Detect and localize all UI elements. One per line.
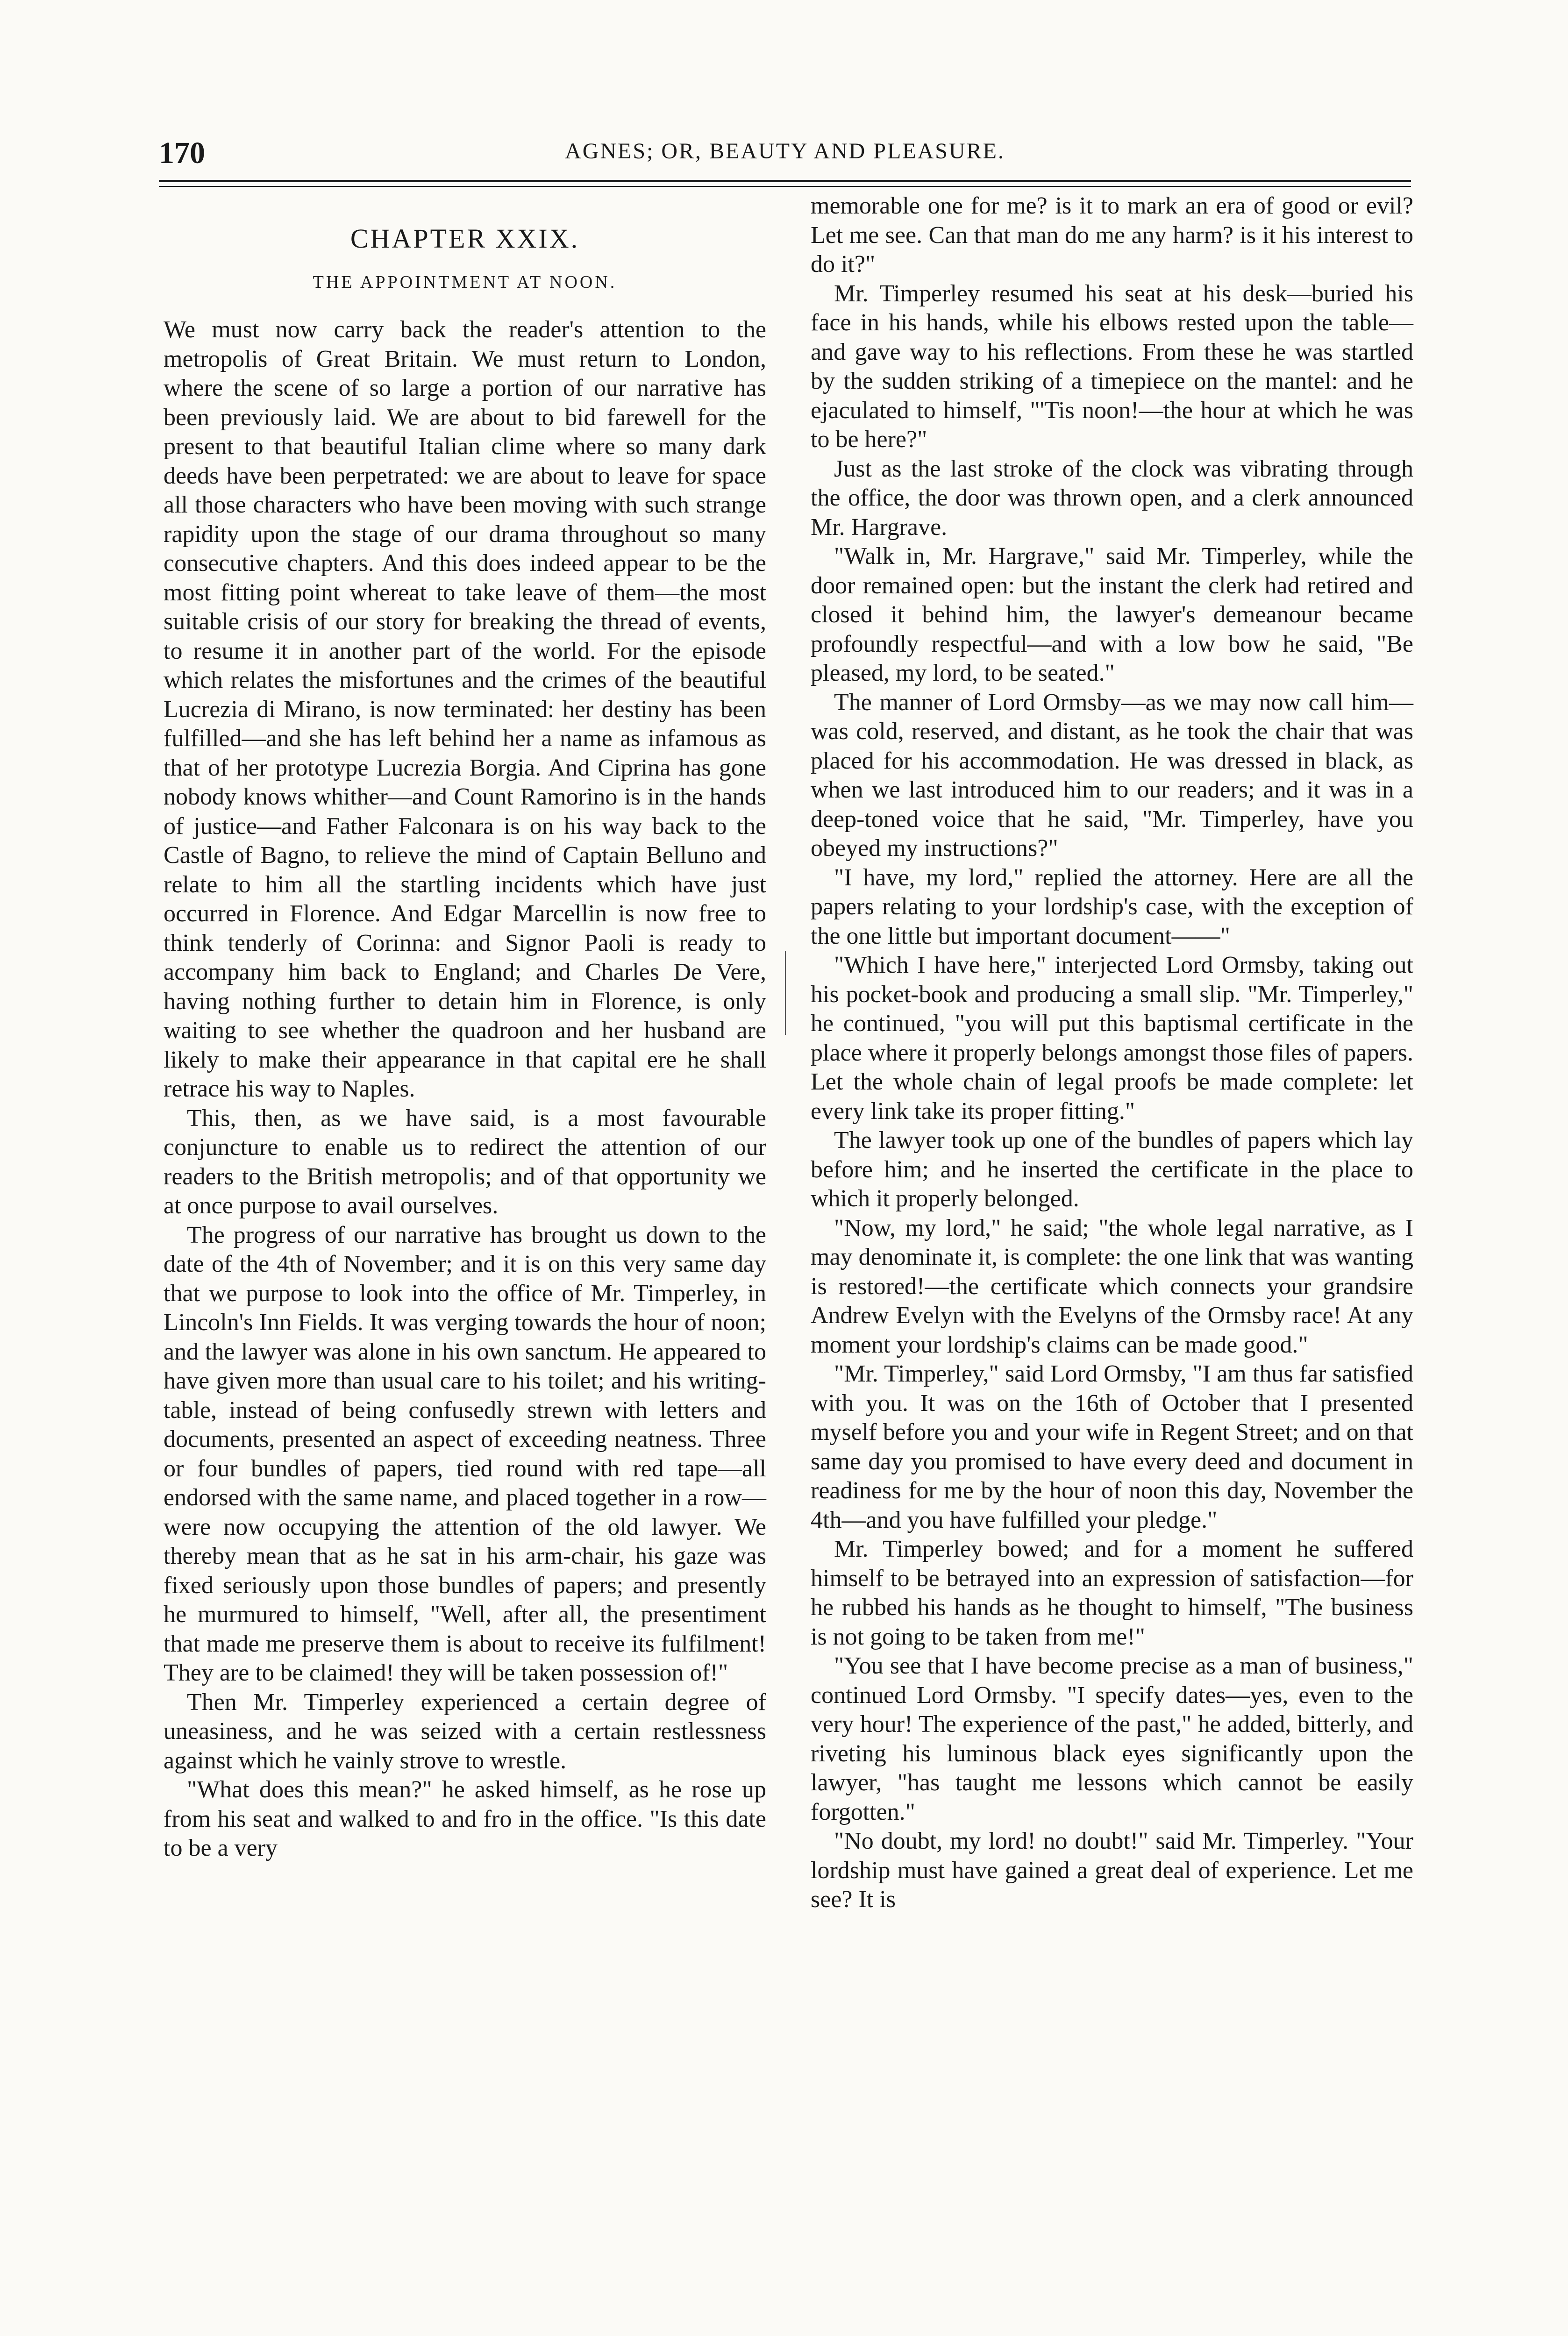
paragraph: "What does this mean?" he asked himself, as he rose up from his seat and walked to and fro in the office. "Is this date to be a very <box>164 1776 766 1861</box>
paragraph: "Which I have here," interjected Lord Ormsby, taking out his pocket-book and producing a small slip. "Mr. Timperley," he continued, "you will put this baptismal certificate in the place where it properly belongs amongst those files of papers. Let the whole chain of legal proofs be made complete: let every link take its proper fitting." <box>811 952 1413 1125</box>
left-column <box>164 215 766 2303</box>
paragraph: "You see that I have become precise as a man of business," continued Lord Ormsby. "I specify dates—yes, even to the very hour! The experience of the past," he added, bitterly, and riveting his luminous black eyes significantly upon the lawyer, "has taught me lessons which cannot be easily forgotten." <box>811 1652 1413 1825</box>
running-title: AGNES; OR, BEAUTY AND PLEASURE. <box>565 139 1005 164</box>
paragraph: Mr. Timperley bowed; and for a moment he suffered himself to be betrayed into an expression of satisfaction—for he rubbed his hands as he thought to himself, "The business is not going to be taken from me!" <box>811 1536 1413 1650</box>
paragraph: "Walk in, Mr. Hargrave," said Mr. Timperley, while the door remained open: but the instant the clerk had retired and closed it behind him, the lawyer's demeanour became profoundly respectful—and with a low bow he said, "Be pleased, my lord, to be seated." <box>811 543 1413 686</box>
paragraph: Just as the last stroke of the clock was vibrating through the office, the door was thrown open, and a clerk announced Mr. Hargrave. <box>811 455 1413 541</box>
header-rule-thin <box>159 186 1411 187</box>
paragraph: "Now, my lord," he said; "the whole legal narrative, as I may denominate it, is complete: the one link that was wanting is restored!—the certificate which connects your grandsire Andrew Evelyn with the Evelyns of the Ormsby race! At any moment your lordship's claims can be made good." <box>811 1214 1413 1358</box>
paragraph: Mr. Timperley resumed his seat at his desk—buried his face in his hands, while his elbows rested upon the table—and gave way to his reflections. From these he was startled by the sudden striking of a timepiece on the mantel: and he ejaculated to himself, "'Tis noon!—the hour at which he was to be here?" <box>811 280 1413 453</box>
page-number: 170 <box>159 136 205 170</box>
paragraph: We must now carry back the reader's attention to the metropolis of Great Britain. We must return to London, where the scene of so large a portion of our narrative has been previously laid. We are about to bid farewell for the present to that beautiful Italian clime where so many dark deeds have been perpetrated: we are about to leave for space all those characters who have been moving with such strange rapidity upon the stage of our drama throughout so many consecutive chapters. And this does indeed appear to be the most fitting point whereat to take leave of them—the most suitable crisis of our story for breaking the thread of events, to resume it in another part of the world. For the episode which relates the misfortunes and the crimes of the beautiful Lucrezia di Mirano, is now terminated: her destiny has been fulfilled—and she has left behind her a name as infamous as that of her prototype Lucrezia Borgia. And Ciprina has gone nobody knows whither—and Count Ramorino is in the hands of justice—and Father Falconara is on his way back to the Castle of Bagno, to relieve the mind of Captain Belluno and relate to him all the startling incidents which have just occurred in Florence. And Edgar Marcellin is now free to think tenderly of Corinna: and Signor Paoli is ready to accompany him back to England; and Charles De Vere, having nothing further to detain him in Florence, is only waiting to see whether the quadroon and her husband are likely to make their appearance in that capital ere he shall retrace his way to Naples. <box>164 316 766 1102</box>
right-column <box>811 192 1413 2280</box>
paragraph: The manner of Lord Ormsby—as we may now call him—was cold, reserved, and distant, as he took the chair that was placed for his accommodation. He was dressed in black, as when we last introduced him to our readers; and it was in a deep-toned voice that he said, "Mr. Timperley, have you obeyed my instructions?" <box>811 689 1413 862</box>
header-rule-thick <box>159 180 1411 182</box>
paragraph: "Mr. Timperley," said Lord Ormsby, "I am thus far satisfied with you. It was on the 16th of October that I presented myself before you and your wife in Regent Street; and on that same day you promised to have every deed and document in readiness for me by the hour of noon this day, November the 4th—and you have fulfilled your pledge." <box>811 1360 1413 1533</box>
paragraph: This, then, as we have said, is a most favourable conjuncture to enable us to redirect the attention of our readers to the British metropolis; and of that opportunity we at once purpose to avail ourselves. <box>164 1104 766 1219</box>
paragraph: "I have, my lord," replied the attorney. Here are all the papers relating to your lordship's case, with the exception of the one little but important document——" <box>811 864 1413 949</box>
column-divider <box>785 951 786 1035</box>
running-head <box>159 135 1411 173</box>
paragraph: The lawyer took up one of the bundles of papers which lay before him; and he inserted the certificate in the place to which it properly belonged. <box>811 1127 1413 1212</box>
chapter-subtitle: THE APPOINTMENT AT NOON. <box>313 272 617 292</box>
chapter-title: CHAPTER XXIX. <box>350 223 580 254</box>
paragraph: "No doubt, my lord! no doubt!" said Mr. Timperley. "Your lordship must have gained a great deal of experience. Let me see? It is <box>811 1828 1413 1913</box>
paragraph: The progress of our narrative has brought us down to the date of the 4th of November; and it is on this very same day that we purpose to look into the office of Mr. Timperley, in Lincoln's Inn Fields. It was verging towards the hour of noon; and the lawyer was alone in his own sanctum. He appeared to have given more than usual care to his toilet; and his writing-table, instead of being confusedly strewn with letters and documents, presented an aspect of exceeding neatness. Three or four bundles of papers, tied round with red tape—all endorsed with the same name, and placed together in a row—were now occupying the attention of the old lawyer. We thereby mean that as he sat in his arm-chair, his gaze was fixed seriously upon those bundles of papers; and presently he murmured to himself, "Well, after all, the presentiment that made me preserve them is about to receive its fulfilment! They are to be claimed! they will be taken possession of!" <box>164 1221 766 1686</box>
paragraph: Then Mr. Timperley experienced a certain degree of uneasiness, and he was seized with a certain restlessness against which he vainly strove to wrestle. <box>164 1688 766 1774</box>
paragraph: memorable one for me? is it to mark an era of good or evil? Let me see. Can that man do me any harm? is it his interest to do it?" <box>811 192 1413 278</box>
